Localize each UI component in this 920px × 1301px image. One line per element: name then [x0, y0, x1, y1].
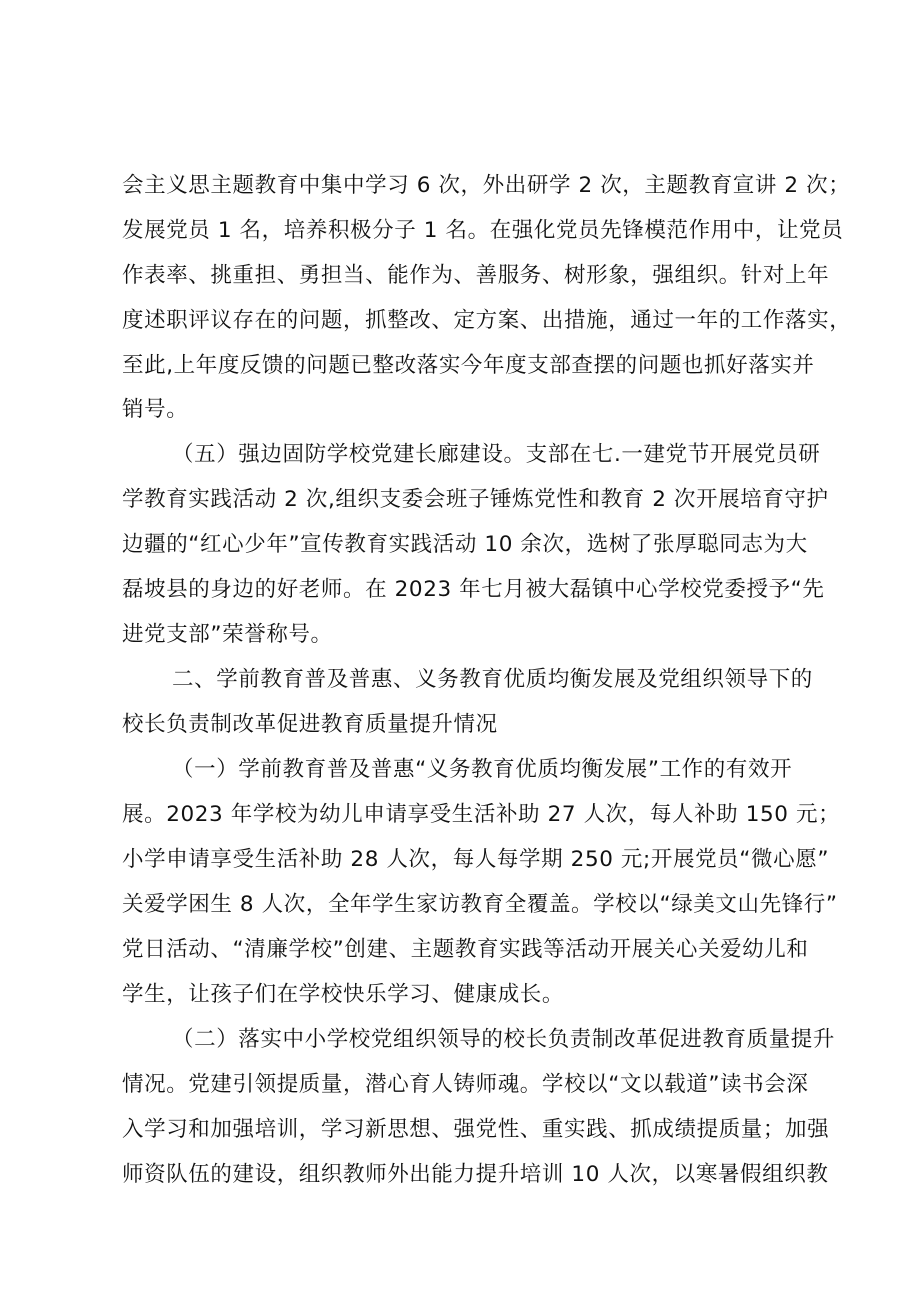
text-line: 边疆的“红心少年”宣传教育实践活动 10 余次，选树了张厚聪同志为大	[122, 532, 808, 557]
text-line: 发展党员 1 名，培养积极分子 1 名。在强化党员先锋模范作用中，让党员	[122, 218, 844, 243]
text-line: 小学申请享受生活补助 28 人次，每人每学期 250 元;开展党员“微心愿”	[122, 847, 830, 872]
text-line: 销号。	[122, 397, 189, 422]
text-line: 展。2023 年学校为幼儿申请享受生活补助 27 人次，每人补助 150 元；	[122, 802, 841, 827]
subsection-heading-two: （二）落实中小学校党组织领导的校长负责制改革促进教育质量提升	[172, 1027, 836, 1052]
text-line: 作表率、挑重担、勇担当、能作为、善服务、树形象，强组织。针对上年	[122, 263, 830, 288]
text-line: 至此,上年度反馈的问题已整改落实今年度支部查摆的问题也抓好落实并	[122, 353, 815, 378]
subsection-heading-one: （一）学前教育普及普惠“义务教育优质均衡发展”工作的有效开	[172, 757, 793, 782]
text-line: 度述职评议存在的问题，抓整改、定方案、出措施，通过一年的工作落实，	[122, 308, 852, 333]
text-line: 关爱学困生 8 人次，全年学生家访教育全覆盖。学校以“绿美文山先锋行”	[122, 892, 838, 917]
text-line: 入学习和加强培训，学习新思想、强党性、重实践、抓成绩提质量；加强	[122, 1117, 830, 1142]
text-line: 会主义思主题教育中集中学习 6 次，外出研学 2 次，主题教育宣讲 2 次；	[122, 173, 851, 198]
section-heading-two: 二、学前教育普及普惠、义务教育优质均衡发展及党组织领导下的	[172, 667, 813, 692]
text-line: 师资队伍的建设，组织教师外出能力提升培训 10 人次，以寒暑假组织教	[122, 1162, 829, 1187]
text-line: 进党支部”荣誉称号。	[122, 622, 333, 647]
text-line: 学生，让孩子们在学校快乐学习、健康成长。	[122, 982, 565, 1007]
text-line: 学教育实践活动 2 次,组织支委会班子锤炼党性和教育 2 次开展培育守护	[122, 487, 829, 512]
text-line: 磊坡县的身边的好老师。在 2023 年七月被大磊镇中心学校党委授予“先	[122, 577, 825, 602]
section-heading-five: （五）强边固防学校党建长廊建设。支部在七.一建党节开展党员研	[172, 442, 821, 467]
text-line: 党日活动、“清廉学校”创建、主题教育实践等活动开展关心关爱幼儿和	[122, 937, 809, 962]
text-line: 情况。党建引领提质量，潜心育人铸师魂。学校以“文以载道”读书会深	[122, 1072, 809, 1097]
text-line: 校长负责制改革促进教育质量提升情况	[122, 712, 498, 737]
